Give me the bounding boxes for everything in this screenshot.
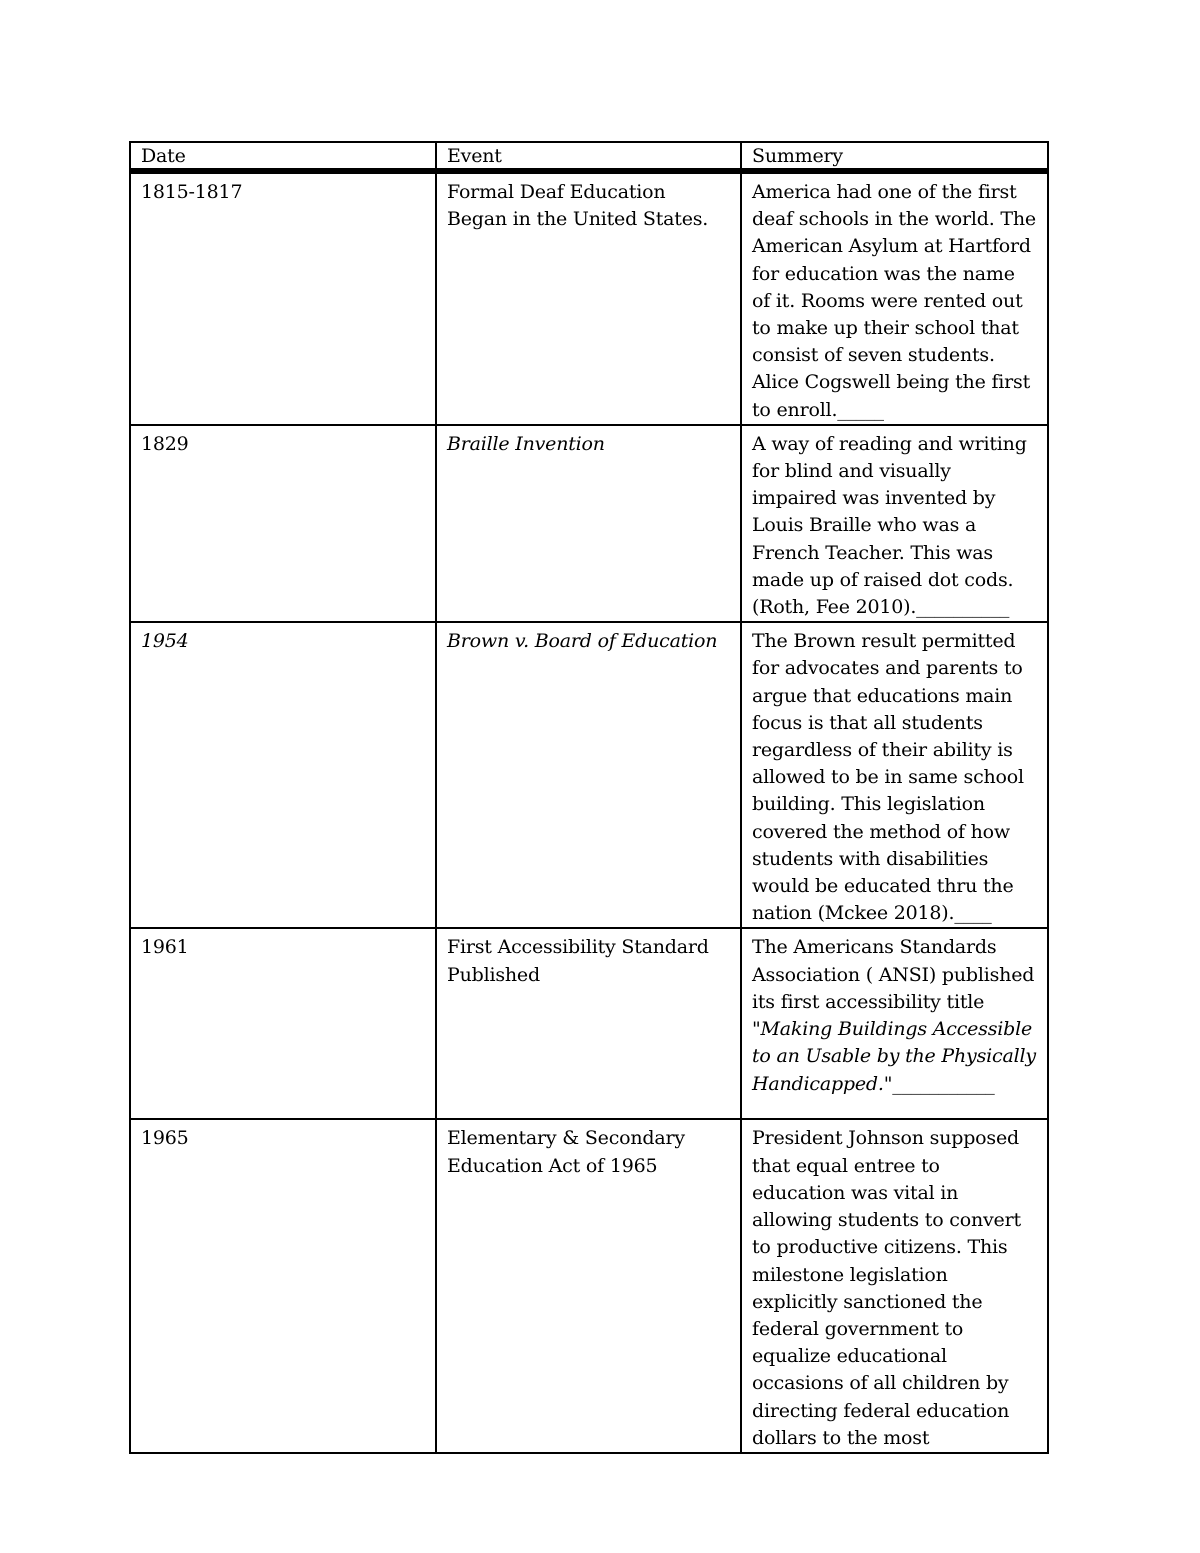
- date-cell: 1829: [130, 425, 436, 622]
- table-row: [130, 928, 1048, 1119]
- table-row: [130, 425, 1048, 622]
- summary-cell: The Brown result permitted for advocates and parents to argue that educations main focus is that all students regardless of their ability is allowed to be in same school building. This legislation covered the method of how students with disabilities would be educated thru the nation (Mckee 2018).____: [741, 622, 1048, 928]
- date-cell: 1961: [130, 928, 436, 1119]
- publication-title: "Making Buildings Accessible to an Usable by the Physically Handicapped.": [752, 1018, 1036, 1095]
- summary-text: The Americans Standards Association ( ANSI) published its first accessibility title: [752, 936, 1035, 1013]
- header-summary: Summery: [741, 142, 1048, 171]
- event-cell: Brown v. Board of Education: [436, 622, 741, 928]
- date-cell: 1954: [130, 622, 436, 928]
- summary-underline: ___________: [892, 1072, 995, 1095]
- date-cell: 1815-1817: [130, 171, 436, 425]
- summary-cell: President Johnson supposed that equal entree to education was vital in allowing students to convert to productive citizens. This milestone legislation explicitly sanctioned the federal government to equalize educational occasions of all children by directing federal education dollars to the most: [741, 1119, 1048, 1452]
- summary-cell: [741, 928, 1048, 1119]
- header-date: Date: [130, 142, 436, 171]
- event-cell: Braille Invention: [436, 425, 741, 622]
- event-cell: Elementary & Secondary Education Act of 1965: [436, 1119, 741, 1452]
- table-row: [130, 1119, 1048, 1452]
- table-row: [130, 622, 1048, 928]
- table-row: [130, 171, 1048, 425]
- table-header-row: [130, 142, 1048, 171]
- summary-cell: A way of reading and writing for blind and visually impaired was invented by Louis Braille who was a French Teacher. This was made up of raised dot cods. (Roth, Fee 2010).__________: [741, 425, 1048, 622]
- summary-cell: America had one of the first deaf schools in the world. The American Asylum at Hartford for education was the name of it. Rooms were rented out to make up their school that consist of seven students. Alice Cogswell being the first to enroll._____: [741, 171, 1048, 425]
- timeline-table: [129, 141, 1049, 1454]
- event-cell: First Accessibility Standard Published: [436, 928, 741, 1119]
- event-cell: Formal Deaf Education Began in the United States.: [436, 171, 741, 425]
- date-cell: 1965: [130, 1119, 436, 1452]
- header-event: Event: [436, 142, 741, 171]
